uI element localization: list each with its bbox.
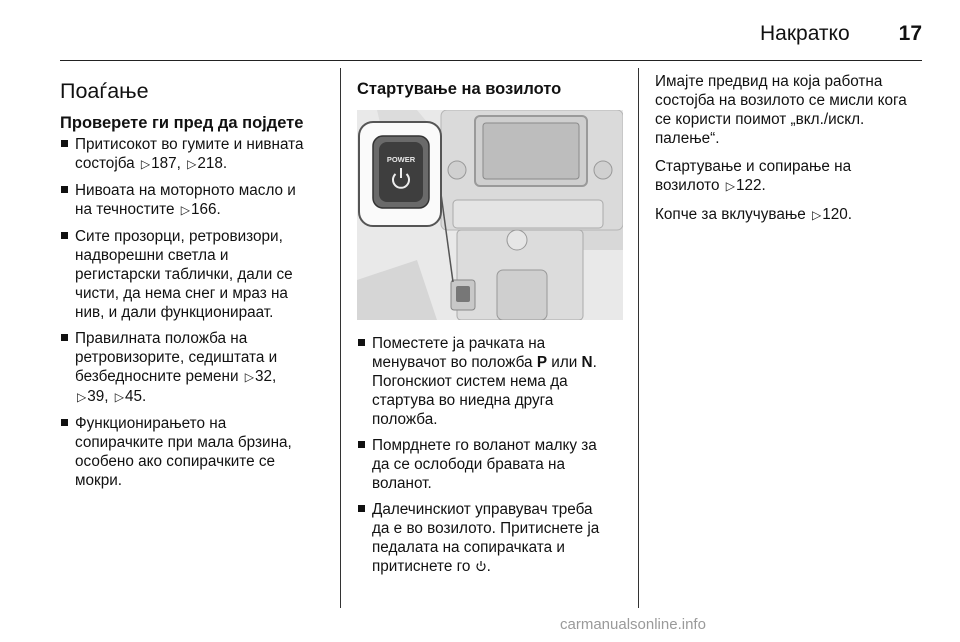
dashboard-illustration xyxy=(357,110,623,320)
page-reference[interactable]: 187 xyxy=(151,155,177,172)
list-item: Поместете ја рачката на менувачот во положба P или N. Погонскиот систем нема да стартува во ниедна друга положба. xyxy=(357,334,625,429)
page-reference[interactable]: 39 xyxy=(87,388,105,405)
gear-position-n: N xyxy=(581,354,593,371)
power-icon xyxy=(475,560,487,572)
page-reference-icon: ▷ xyxy=(140,157,151,171)
page-number: 17 xyxy=(898,22,922,45)
column-divider xyxy=(638,68,639,608)
watermark: carmanualsonline.info xyxy=(560,616,706,633)
page-header xyxy=(60,22,922,52)
bullet-icon xyxy=(358,441,365,448)
paragraph: Имајте предвид на која работна состојба на возилото се мисли кога се користи поимот „вкл./искл. палење“. xyxy=(655,73,907,147)
list-item: Сите прозорци, ретровизори, надворешни светла и регистарски таблички, дали се чисти, да нема снег и мраз на нив, и дали функционираат. xyxy=(60,227,328,322)
section-heading: Поаѓање xyxy=(60,79,149,103)
column-3 xyxy=(655,72,927,234)
list-item: Помрднете го воланот малку за да се ослободи бравата на воланот. xyxy=(357,436,625,493)
page-reference-icon: ▷ xyxy=(180,203,190,217)
bullet-icon xyxy=(61,186,68,193)
paragraph: Копче за вклучување ▷120. xyxy=(655,206,853,223)
column-1 xyxy=(60,72,328,497)
starting-heading: Стартување на возилото xyxy=(357,80,562,98)
checklist-heading: Проверете ги пред да појдете xyxy=(60,114,304,132)
list-item: Притисокот во гумите и нивната состојба ▷187, ▷218. xyxy=(60,135,328,174)
gear-position-p: P xyxy=(536,354,548,371)
page-reference[interactable]: 45 xyxy=(124,388,142,405)
bullet-icon xyxy=(358,339,365,346)
starting-steps xyxy=(357,334,625,576)
checklist xyxy=(60,135,328,490)
bullet-icon xyxy=(61,334,68,341)
column-divider xyxy=(340,68,341,608)
bullet-icon xyxy=(61,232,68,239)
dashboard-figure xyxy=(357,110,623,320)
page-reference-icon: ▷ xyxy=(812,208,822,222)
bullet-icon xyxy=(61,140,68,147)
bullet-icon xyxy=(358,505,365,512)
list-item: Правилната положба на ретровизорите, седиштата и безбедносните ремени ▷32, ▷39, ▷45. xyxy=(60,329,328,407)
page-reference-icon: ▷ xyxy=(114,390,124,404)
paragraph: Стартување и сопирање на возилото ▷122. xyxy=(655,158,852,194)
bullet-icon xyxy=(61,419,68,426)
page-reference[interactable]: 120 xyxy=(822,206,848,223)
list-item: Функционирањето на сопирачките при мала брзина, особено ако сопирачките се мокри. xyxy=(60,414,328,490)
page-reference[interactable]: 32 xyxy=(255,368,273,385)
column-2 xyxy=(357,72,625,583)
power-button-label: POWER xyxy=(386,155,416,164)
page-reference-icon: ▷ xyxy=(187,157,197,171)
header-title: Накратко xyxy=(760,22,850,45)
list-item: Далечинскиот управувач треба да е во возилото. Притиснете ја педалата на сопирачката и притиснете го . xyxy=(357,500,625,576)
header-rule xyxy=(60,60,922,61)
page-reference[interactable]: 218 xyxy=(197,155,223,172)
page-reference[interactable]: 166 xyxy=(191,201,217,218)
page-reference[interactable]: 122 xyxy=(735,177,762,194)
page-reference-icon: ▷ xyxy=(725,179,735,193)
page-reference-icon: ▷ xyxy=(244,370,254,384)
list-item: Нивоата на моторното масло и на течностите ▷166. xyxy=(60,181,328,220)
page-reference-icon: ▷ xyxy=(77,390,87,404)
